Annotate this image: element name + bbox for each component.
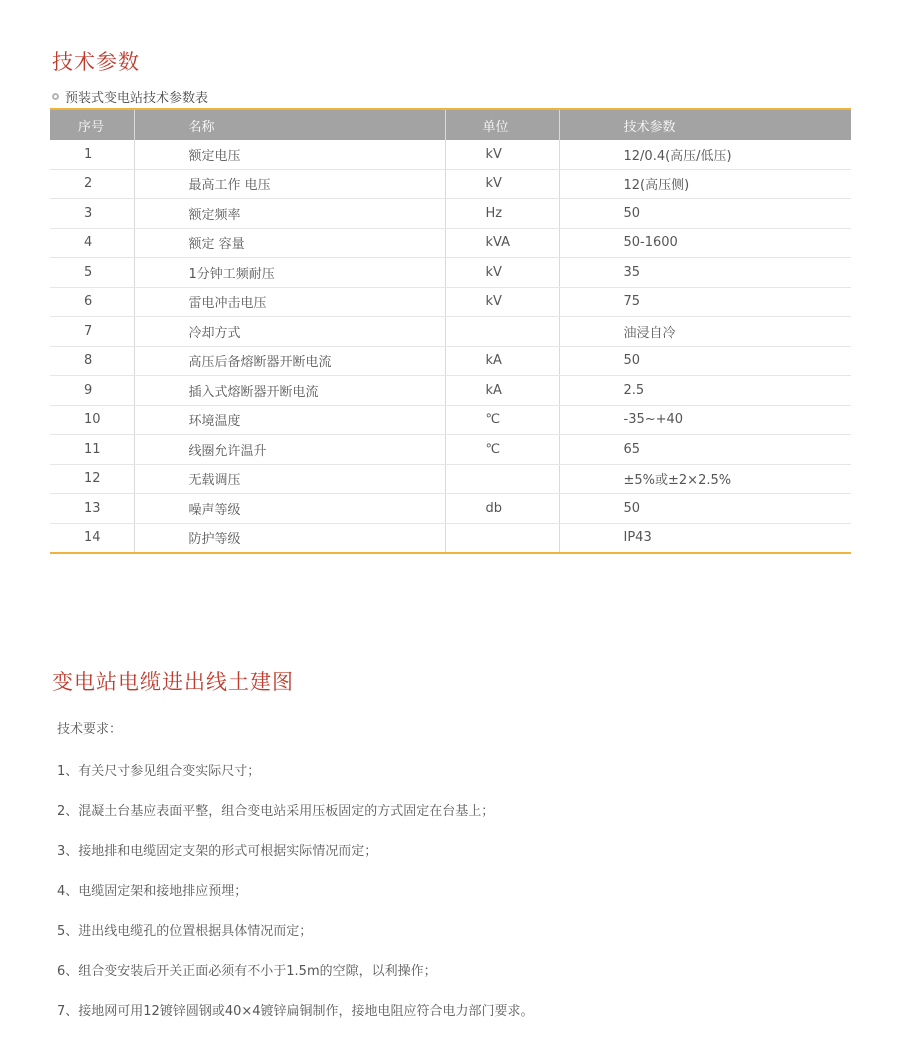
table-subtitle xyxy=(52,87,208,106)
row-value: 12(高压侧) xyxy=(559,169,851,199)
row-name: 最高工作 电压 xyxy=(134,169,445,199)
row-unit xyxy=(445,523,559,552)
row-value: IP43 xyxy=(559,523,851,552)
header-unit: 单位 xyxy=(445,110,559,140)
row-name: 无载调压 xyxy=(134,464,445,494)
row-unit: kVA xyxy=(445,228,559,258)
row-value: 油浸自冷 xyxy=(559,317,851,347)
row-value: 50 xyxy=(559,199,851,229)
row-index: 14 xyxy=(84,530,101,546)
row-name: 线圈允许温升 xyxy=(134,435,445,465)
row-unit: kV xyxy=(445,140,559,169)
row-value: 75 xyxy=(559,287,851,317)
row-index: 9 xyxy=(50,376,134,406)
requirements-intro: 技术要求： xyxy=(57,722,123,737)
table-row xyxy=(50,464,851,494)
row-unit: db xyxy=(445,494,559,524)
header-index: 序号 xyxy=(50,110,134,140)
row-unit: kA xyxy=(445,346,559,376)
row-index: 6 xyxy=(50,287,134,317)
table-row xyxy=(50,376,851,406)
section-title-cable-civil: 变电站电缆进出线土建图 xyxy=(52,670,294,694)
requirement-item-7: 7、接地网可用12镀锌圆钢或40×4镀锌扁铜制作，接地电阻应符合电力部门要求。 xyxy=(57,1004,534,1019)
row-name: 1分钟工频耐压 xyxy=(134,258,445,288)
row-unit: kV xyxy=(445,287,559,317)
table-header-row xyxy=(50,110,851,140)
row-name: 环境温度 xyxy=(134,405,445,435)
requirement-item-3: 3、接地排和电缆固定支架的形式可根据实际情况而定； xyxy=(57,844,378,859)
table-row xyxy=(50,169,851,199)
row-index: 7 xyxy=(50,317,134,347)
row-value: 50 xyxy=(559,346,851,376)
row-value: 50 xyxy=(559,494,851,524)
requirement-item-6: 6、组合变安装后开关正面必须有不小于1.5m的空隙，以利操作； xyxy=(57,964,437,979)
row-unit: ℃ xyxy=(445,435,559,465)
row-value: 50-1600 xyxy=(559,228,851,258)
table-subtitle-text: 预装式变电站技术参数表 xyxy=(65,91,209,106)
row-index: 12 xyxy=(50,464,134,494)
row-value: -35~+40 xyxy=(559,405,851,435)
table-row xyxy=(50,228,851,258)
header-name: 名称 xyxy=(134,110,445,140)
row-value: 35 xyxy=(559,258,851,288)
row-name: 额定 容量 xyxy=(134,228,445,258)
tech-params-table xyxy=(50,108,851,554)
row-unit: kV xyxy=(445,169,559,199)
row-unit xyxy=(445,464,559,494)
row-name: 插入式熔断器开断电流 xyxy=(134,376,445,406)
row-index: 2 xyxy=(50,169,134,199)
row-value: ±5%或±2×2.5% xyxy=(559,464,851,494)
requirement-item-1: 1、有关尺寸参见组合变实际尺寸； xyxy=(57,764,261,779)
row-unit: ℃ xyxy=(445,405,559,435)
requirement-item-2: 2、混凝土台基应表面平整，组合变电站采用压板固定的方式固定在台基上； xyxy=(57,804,495,819)
table-row xyxy=(50,346,851,376)
section-title-tech-params: 技术参数 xyxy=(52,50,140,74)
row-name: 额定频率 xyxy=(134,199,445,229)
table-row xyxy=(50,435,851,465)
row-index: 11 xyxy=(50,435,134,465)
table-row xyxy=(50,140,851,169)
row-index: 1 xyxy=(50,140,134,169)
table-row xyxy=(50,405,851,435)
table-row xyxy=(50,494,851,524)
requirement-item-4: 4、电缆固定架和接地排应预埋； xyxy=(57,884,248,899)
row-name: 雷电冲击电压 xyxy=(134,287,445,317)
table-row xyxy=(50,317,851,347)
row-index: 10 xyxy=(50,405,134,435)
row-value: 65 xyxy=(559,435,851,465)
row-unit: kV xyxy=(445,258,559,288)
row-unit: kA xyxy=(445,376,559,406)
table-row xyxy=(50,258,851,288)
table-row xyxy=(50,287,851,317)
row-value: 12/0.4(高压/低压) xyxy=(559,140,851,169)
table-row xyxy=(50,523,851,552)
row-name: 冷却方式 xyxy=(134,317,445,347)
row-name: 额定电压 xyxy=(134,140,445,169)
row-name: 防护等级 xyxy=(134,523,445,552)
row-index: 13 xyxy=(50,494,134,524)
row-value: 2.5 xyxy=(559,376,851,406)
row-unit: Hz xyxy=(445,199,559,229)
row-name: 高压后备熔断器开断电流 xyxy=(134,346,445,376)
circle-bullet-icon xyxy=(52,93,59,100)
table-row xyxy=(50,199,851,229)
row-name: 噪声等级 xyxy=(134,494,445,524)
header-value: 技术参数 xyxy=(559,110,851,140)
row-index: 3 xyxy=(50,199,134,229)
row-unit xyxy=(445,317,559,347)
requirement-item-5: 5、进出线电缆孔的位置根据具体情况而定； xyxy=(57,924,313,939)
row-index: 8 xyxy=(50,346,134,376)
row-index: 4 xyxy=(50,228,134,258)
row-index: 5 xyxy=(50,258,134,288)
